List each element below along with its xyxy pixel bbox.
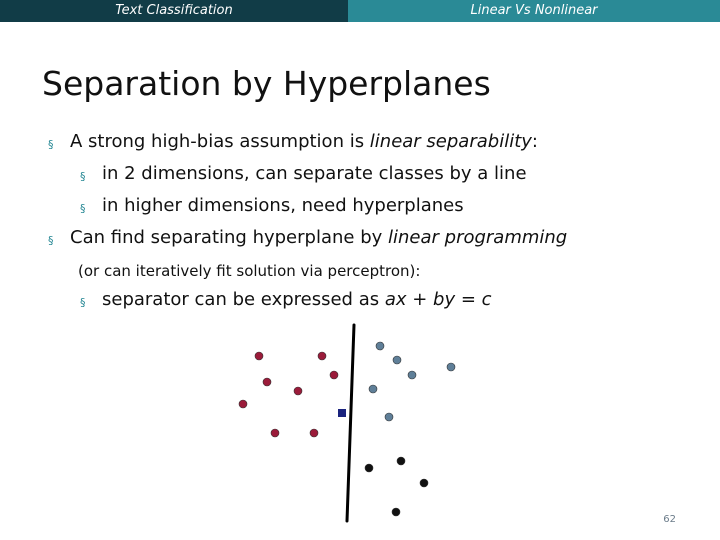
red-point [239,400,247,408]
bullet-icon: § [48,138,54,151]
blue-point [385,413,393,421]
sub-bullet-2d: § in 2 dimensions, can separate classes by a line [80,162,527,186]
red-point [330,371,338,379]
separating-line [347,325,354,521]
black-point [397,457,405,465]
blue-point [393,356,401,364]
black-point [420,479,428,487]
blue-point [369,385,377,393]
red-point [310,429,318,437]
square-point [338,409,346,417]
blue-point [408,371,416,379]
slide-title: Separation by Hyperplanes [42,64,491,103]
bullet-linear-programming: § Can find separating hyperplane by linear programming [48,226,567,250]
black-point [365,464,373,472]
bullet-icon: § [80,296,86,309]
red-point [255,352,263,360]
sub-bullet-separator-equation: § separator can be expressed as ax + by = c [80,288,492,312]
sub-bullet-higher-dim: § in higher dimensions, need hyperplanes [80,194,464,218]
bullet-icon: § [80,170,86,183]
red-point [294,387,302,395]
black-point [392,508,400,516]
header-section-right: Linear Vs Nonlinear [348,0,720,22]
bullet-linear-separability: § A strong high-bias assumption is linear separability: [48,130,538,154]
header-section-left: Text Classification [0,0,348,22]
red-point [263,378,271,386]
bullet-icon: § [48,234,54,247]
blue-point [376,342,384,350]
page-number: 62 [663,514,676,525]
blue-point [447,363,455,371]
red-point [271,429,279,437]
perceptron-note: (or can iteratively fit solution via perceptron): [78,262,421,280]
red-point [318,352,326,360]
bullet-icon: § [80,202,86,215]
